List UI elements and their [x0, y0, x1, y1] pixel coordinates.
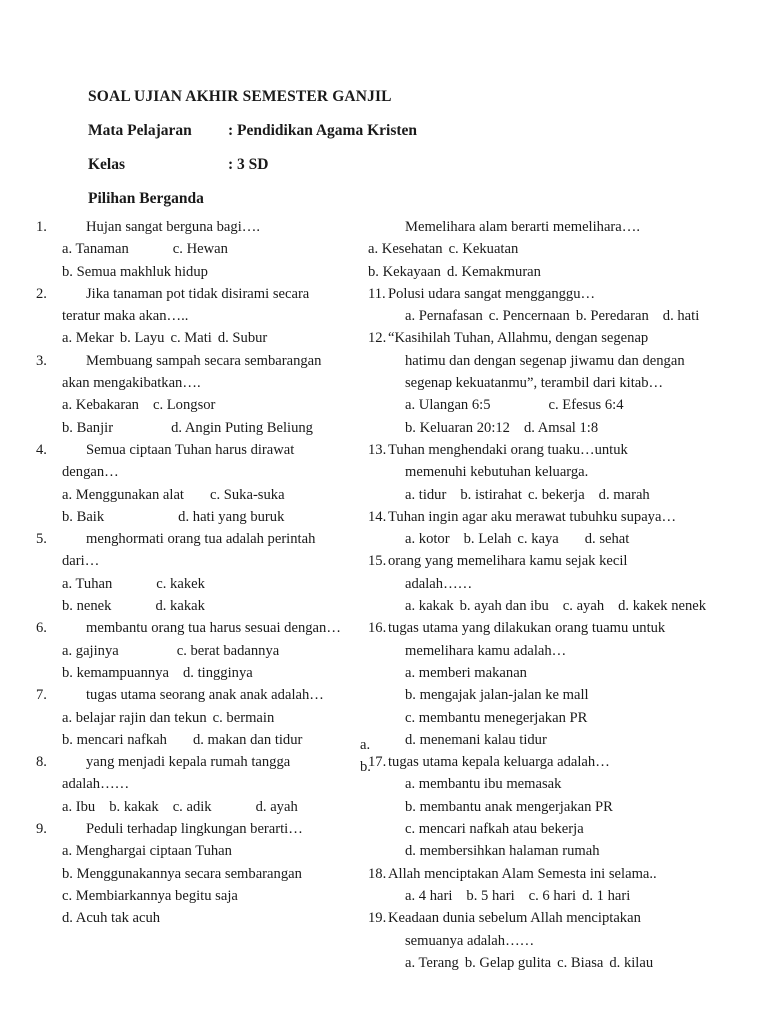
question-17-option-a[interactable]: a. membantu ibu memasak	[405, 776, 562, 793]
question-8-stem-cont: adalah……	[62, 776, 130, 793]
question-11-option-c[interactable]: c. Pencernaan	[488, 308, 570, 325]
question-16-option-b[interactable]: b. mengajak jalan-jalan ke mall	[405, 687, 589, 704]
question-12-options-row-1	[405, 394, 740, 416]
question-14-stem: Tuhan ingin agar aku merawat tubuhku supaya…	[388, 508, 677, 525]
question-15-option-a[interactable]: a. kakak	[405, 598, 454, 615]
question-7-options-row-2	[62, 729, 366, 751]
question-4-option-d[interactable]: d. hati yang buruk	[178, 508, 285, 525]
question-2	[36, 283, 366, 350]
question-7-number: 7.	[36, 687, 47, 704]
question-19	[368, 907, 740, 974]
question-12-option-a[interactable]: a. Ulangan 6:5	[405, 397, 491, 414]
question-6-number: 6.	[36, 620, 47, 637]
question-12-stem-cont-2: segenap kekuatanmu”, terambil dari kitab…	[405, 375, 664, 392]
question-3-option-c[interactable]: c. Longsor	[152, 397, 216, 414]
question-8-option-a[interactable]: a. Ibu	[62, 798, 96, 815]
question-3-number: 3.	[36, 352, 47, 369]
question-2-option-c[interactable]: c. Mati	[170, 330, 212, 347]
question-19-option-c[interactable]: c. Biasa	[557, 954, 604, 971]
question-6	[36, 617, 366, 684]
question-15-option-d[interactable]: d. kakek nenek	[618, 598, 707, 615]
question-19-option-d[interactable]: d. kilau	[609, 954, 654, 971]
question-7-option-c[interactable]: c. bermain	[212, 709, 275, 726]
question-3-options-row-1	[62, 394, 366, 416]
question-19-option-a[interactable]: a. Terang	[405, 954, 459, 971]
question-17-option-b[interactable]: b. membantu anak mengerjakan PR	[405, 798, 613, 815]
question-17-option-d[interactable]: d. membersihkan halaman rumah	[405, 843, 600, 860]
question-12-option-c[interactable]: c. Efesus 6:4	[548, 397, 624, 414]
question-2-option-a[interactable]: a. Mekar	[62, 330, 114, 347]
question-6-options-row-1	[62, 640, 366, 662]
question-5-option-c[interactable]: c. kakek	[156, 575, 205, 592]
question-18-option-c[interactable]: c. 6 hari	[528, 887, 577, 904]
question-3-options-row-2	[62, 417, 366, 439]
gutter-marker-b: b.	[360, 759, 371, 776]
question-5-stem-cont: dari…	[62, 553, 100, 570]
question-9-stem: Peduli terhadap lingkungan berarti…	[86, 821, 303, 838]
question-18-option-a[interactable]: a. 4 hari	[405, 887, 453, 904]
question-5-option-d[interactable]: d. kakak	[155, 598, 205, 615]
question-4-number: 4.	[36, 441, 47, 458]
meta-value-class: : 3 SD	[228, 156, 269, 173]
question-10-option-b[interactable]: b. Kekayaan	[368, 263, 441, 280]
question-14-option-c[interactable]: c. kaya	[517, 531, 559, 548]
question-5-stem: menghormati orang tua adalah perintah	[86, 531, 316, 548]
question-16-option-d[interactable]: d. menemani kalau tidur	[405, 731, 547, 748]
question-13-number: 13.	[368, 441, 387, 458]
question-15-options-row-1	[405, 595, 740, 617]
question-6-option-d[interactable]: d. tingginya	[183, 664, 253, 681]
page-title: SOAL UJIAN AKHIR SEMESTER GANJIL	[88, 88, 392, 105]
question-3-option-d[interactable]: d. Angin Puting Beliung	[171, 419, 313, 436]
question-7	[36, 684, 366, 751]
question-18-number: 18.	[368, 865, 387, 882]
question-10-options-row-2	[368, 261, 740, 283]
question-7-option-a[interactable]: a. belajar rajin dan tekun	[62, 709, 207, 726]
question-4	[36, 439, 366, 528]
question-15-stem-cont: adalah……	[405, 575, 473, 592]
question-5-number: 5.	[36, 531, 47, 548]
meta-value-subject: : Pendidikan Agama Kristen	[228, 122, 418, 139]
question-16-option-c[interactable]: c. membantu menegerjakan PR	[405, 709, 588, 726]
question-1-option-b[interactable]: b. Semua makhluk hidup	[62, 263, 208, 280]
question-4-stem: Semua ciptaan Tuhan harus dirawat	[86, 441, 295, 458]
question-11-stem: Polusi udara sangat mengganggu…	[388, 285, 596, 302]
question-17	[368, 751, 740, 862]
question-11-options-row-1	[405, 305, 740, 327]
question-4-option-b[interactable]: b. Baik	[62, 508, 105, 525]
question-8-stem: yang menjadi kepala rumah tangga	[86, 754, 291, 771]
question-18-option-d[interactable]: d. 1 hari	[582, 887, 631, 904]
question-2-stem-cont: teratur maka akan…..	[62, 308, 189, 325]
question-15-option-c[interactable]: c. ayah	[562, 598, 605, 615]
question-5	[36, 528, 366, 617]
question-18-options-row-1	[405, 885, 740, 907]
question-12-number: 12.	[368, 330, 387, 347]
question-2-option-b[interactable]: b. Layu	[119, 330, 165, 347]
question-3	[36, 350, 366, 439]
question-1-options-row-2	[62, 261, 366, 283]
question-1-number: 1.	[36, 219, 47, 235]
question-1-options-row-1	[62, 238, 366, 260]
section-heading-multiple-choice: Pilihan Berganda	[88, 190, 204, 207]
question-14-option-b[interactable]: b. Lelah	[463, 531, 512, 548]
question-14	[368, 506, 740, 551]
question-13	[368, 439, 740, 506]
question-3-stem-cont: akan mengakibatkan….	[62, 375, 201, 392]
question-10-option-a[interactable]: a. Kesehatan	[368, 241, 443, 258]
question-19-option-b[interactable]: b. Gelap gulita	[464, 954, 552, 971]
gutter-orphan-markers	[360, 734, 371, 779]
question-18-stem: Allah menciptakan Alam Semesta ini selama..	[388, 865, 657, 882]
question-2-option-d[interactable]: d. Subur	[217, 330, 268, 347]
question-13-option-a[interactable]: a. tidur	[405, 486, 447, 503]
document-header	[88, 88, 648, 208]
question-11-number: 11.	[368, 285, 386, 302]
question-2-number: 2.	[36, 285, 47, 302]
question-3-stem: Membuang sampah secara sembarangan	[86, 352, 322, 369]
question-8-options-row-1	[62, 796, 366, 818]
question-14-options-row-1	[405, 528, 740, 550]
question-10-stem: Memelihara alam berarti memelihara….	[405, 219, 641, 235]
question-5-options-row-1	[62, 573, 366, 595]
question-7-stem: tugas utama seorang anak anak adalah…	[86, 687, 324, 704]
question-4-option-c[interactable]: c. Suka-suka	[209, 486, 285, 503]
question-2-options-row-1	[62, 327, 366, 349]
question-7-options-row-1	[62, 707, 366, 729]
question-17-number: 17.	[368, 754, 387, 771]
question-11-option-b[interactable]: b. Peredaran	[575, 308, 649, 325]
question-17-option-c[interactable]: c. mencari nafkah atau bekerja	[405, 821, 584, 838]
question-6-option-b[interactable]: b. kemampuannya	[62, 664, 169, 681]
question-15	[368, 550, 740, 617]
meta-label-subject: Mata Pelajaran	[88, 122, 192, 139]
question-6-stem: membantu orang tua harus sesuai dengan…	[86, 620, 341, 637]
questions-column-right	[368, 216, 740, 974]
question-9-option-c[interactable]: c. Membiarkannya begitu saja	[62, 887, 238, 904]
question-1	[36, 216, 366, 283]
question-5-options-row-2	[62, 595, 366, 617]
question-15-number: 15.	[368, 553, 387, 570]
question-16-option-a[interactable]: a. memberi makanan	[405, 664, 527, 681]
question-10-option-c[interactable]: c. Kekuatan	[448, 241, 519, 258]
question-2-stem: Jika tanaman pot tidak disirami secara	[86, 285, 310, 302]
question-19-options-row-1	[405, 952, 740, 974]
question-16-stem-cont: memelihara kamu adalah…	[405, 642, 567, 659]
question-12	[368, 327, 740, 438]
question-15-stem: orang yang memelihara kamu sejak kecil	[388, 553, 628, 570]
question-8-option-c[interactable]: c. adik	[172, 798, 212, 815]
question-13-options-row-1	[405, 484, 740, 506]
question-8-option-d[interactable]: d. ayah	[255, 798, 298, 815]
question-19-stem-cont: semuanya adalah……	[405, 932, 535, 949]
question-10	[368, 216, 740, 283]
question-9	[36, 818, 366, 929]
question-11	[368, 283, 740, 328]
question-9-option-d[interactable]: d. Acuh tak acuh	[62, 910, 161, 927]
question-5-option-a[interactable]: a. Tuhan	[62, 575, 113, 592]
question-11-option-d[interactable]: d. hati	[662, 308, 700, 325]
question-13-option-c[interactable]: c. bekerja	[527, 486, 585, 503]
question-14-number: 14.	[368, 508, 387, 525]
question-10-option-d[interactable]: d. Kemakmuran	[446, 263, 541, 280]
question-7-option-b[interactable]: b. mencari nafkah	[62, 731, 167, 748]
question-13-option-d[interactable]: d. marah	[598, 486, 650, 503]
question-4-option-a[interactable]: a. Menggunakan alat	[62, 486, 184, 503]
question-6-option-a[interactable]: a. gajinya	[62, 642, 119, 659]
question-18-option-b[interactable]: b. 5 hari	[466, 887, 515, 904]
question-8-number: 8.	[36, 754, 47, 771]
question-16-number: 16.	[368, 620, 387, 637]
question-5-option-b[interactable]: b. nenek	[62, 598, 112, 615]
question-6-option-c[interactable]: c. berat badannya	[176, 642, 280, 659]
gutter-marker-a: a.	[360, 737, 371, 753]
question-4-options-row-2	[62, 506, 366, 528]
meta-row-subject	[88, 122, 648, 140]
question-10-options-row-1	[368, 238, 740, 260]
question-18	[368, 863, 740, 908]
question-12-option-b[interactable]: b. Keluaran 20:12	[405, 419, 510, 436]
question-1-stem: Hujan sangat berguna bagi….	[86, 219, 260, 235]
questions-column-left	[36, 216, 366, 930]
question-14-option-d[interactable]: d. sehat	[584, 531, 630, 548]
question-13-stem: Tuhan menghendaki orang tuaku…untuk	[388, 441, 628, 458]
question-14-option-a[interactable]: a. kotor	[405, 531, 450, 548]
question-11-option-a[interactable]: a. Pernafasan	[405, 308, 483, 325]
question-9-number: 9.	[36, 821, 47, 838]
question-3-option-b[interactable]: b. Banjir	[62, 419, 114, 436]
question-6-options-row-2	[62, 662, 366, 684]
meta-label-class: Kelas	[88, 156, 126, 173]
question-1-option-c[interactable]: c. Hewan	[172, 241, 228, 258]
question-9-option-b[interactable]: b. Menggunakannya secara sembarangan	[62, 865, 302, 882]
question-4-options-row-1	[62, 484, 366, 506]
question-19-stem: Keadaan dunia sebelum Allah menciptakan	[388, 910, 641, 927]
question-19-number: 19.	[368, 910, 387, 927]
question-16-stem: tugas utama yang dilakukan orang tuamu untuk	[388, 620, 666, 637]
question-12-stem-cont-1: hatimu dan dengan segenap jiwamu dan dengan	[405, 352, 685, 369]
question-12-options-row-2	[405, 417, 740, 439]
question-12-option-d[interactable]: d. Amsal 1:8	[523, 419, 599, 436]
question-8-option-b[interactable]: b. kakak	[109, 798, 159, 815]
question-3-option-a[interactable]: a. Kebakaran	[62, 397, 139, 414]
question-13-stem-cont: memenuhi kebutuhan keluarga.	[405, 464, 589, 481]
question-12-stem: “Kasihilah Tuhan, Allahmu, dengan segenap	[388, 330, 649, 347]
question-1-option-a[interactable]: a. Tanaman	[62, 241, 129, 258]
question-15-option-b[interactable]: b. ayah dan ibu	[459, 598, 549, 615]
question-9-option-a[interactable]: a. Menghargai ciptaan Tuhan	[62, 843, 232, 860]
question-8	[36, 751, 366, 818]
question-7-option-d[interactable]: d. makan dan tidur	[192, 731, 303, 748]
question-17-stem: tugas utama kepala keluarga adalah…	[388, 754, 610, 771]
question-4-stem-cont: dengan…	[62, 464, 119, 481]
question-13-option-b[interactable]: b. istirahat	[460, 486, 522, 503]
meta-row-class	[88, 156, 648, 174]
question-16	[368, 617, 740, 751]
